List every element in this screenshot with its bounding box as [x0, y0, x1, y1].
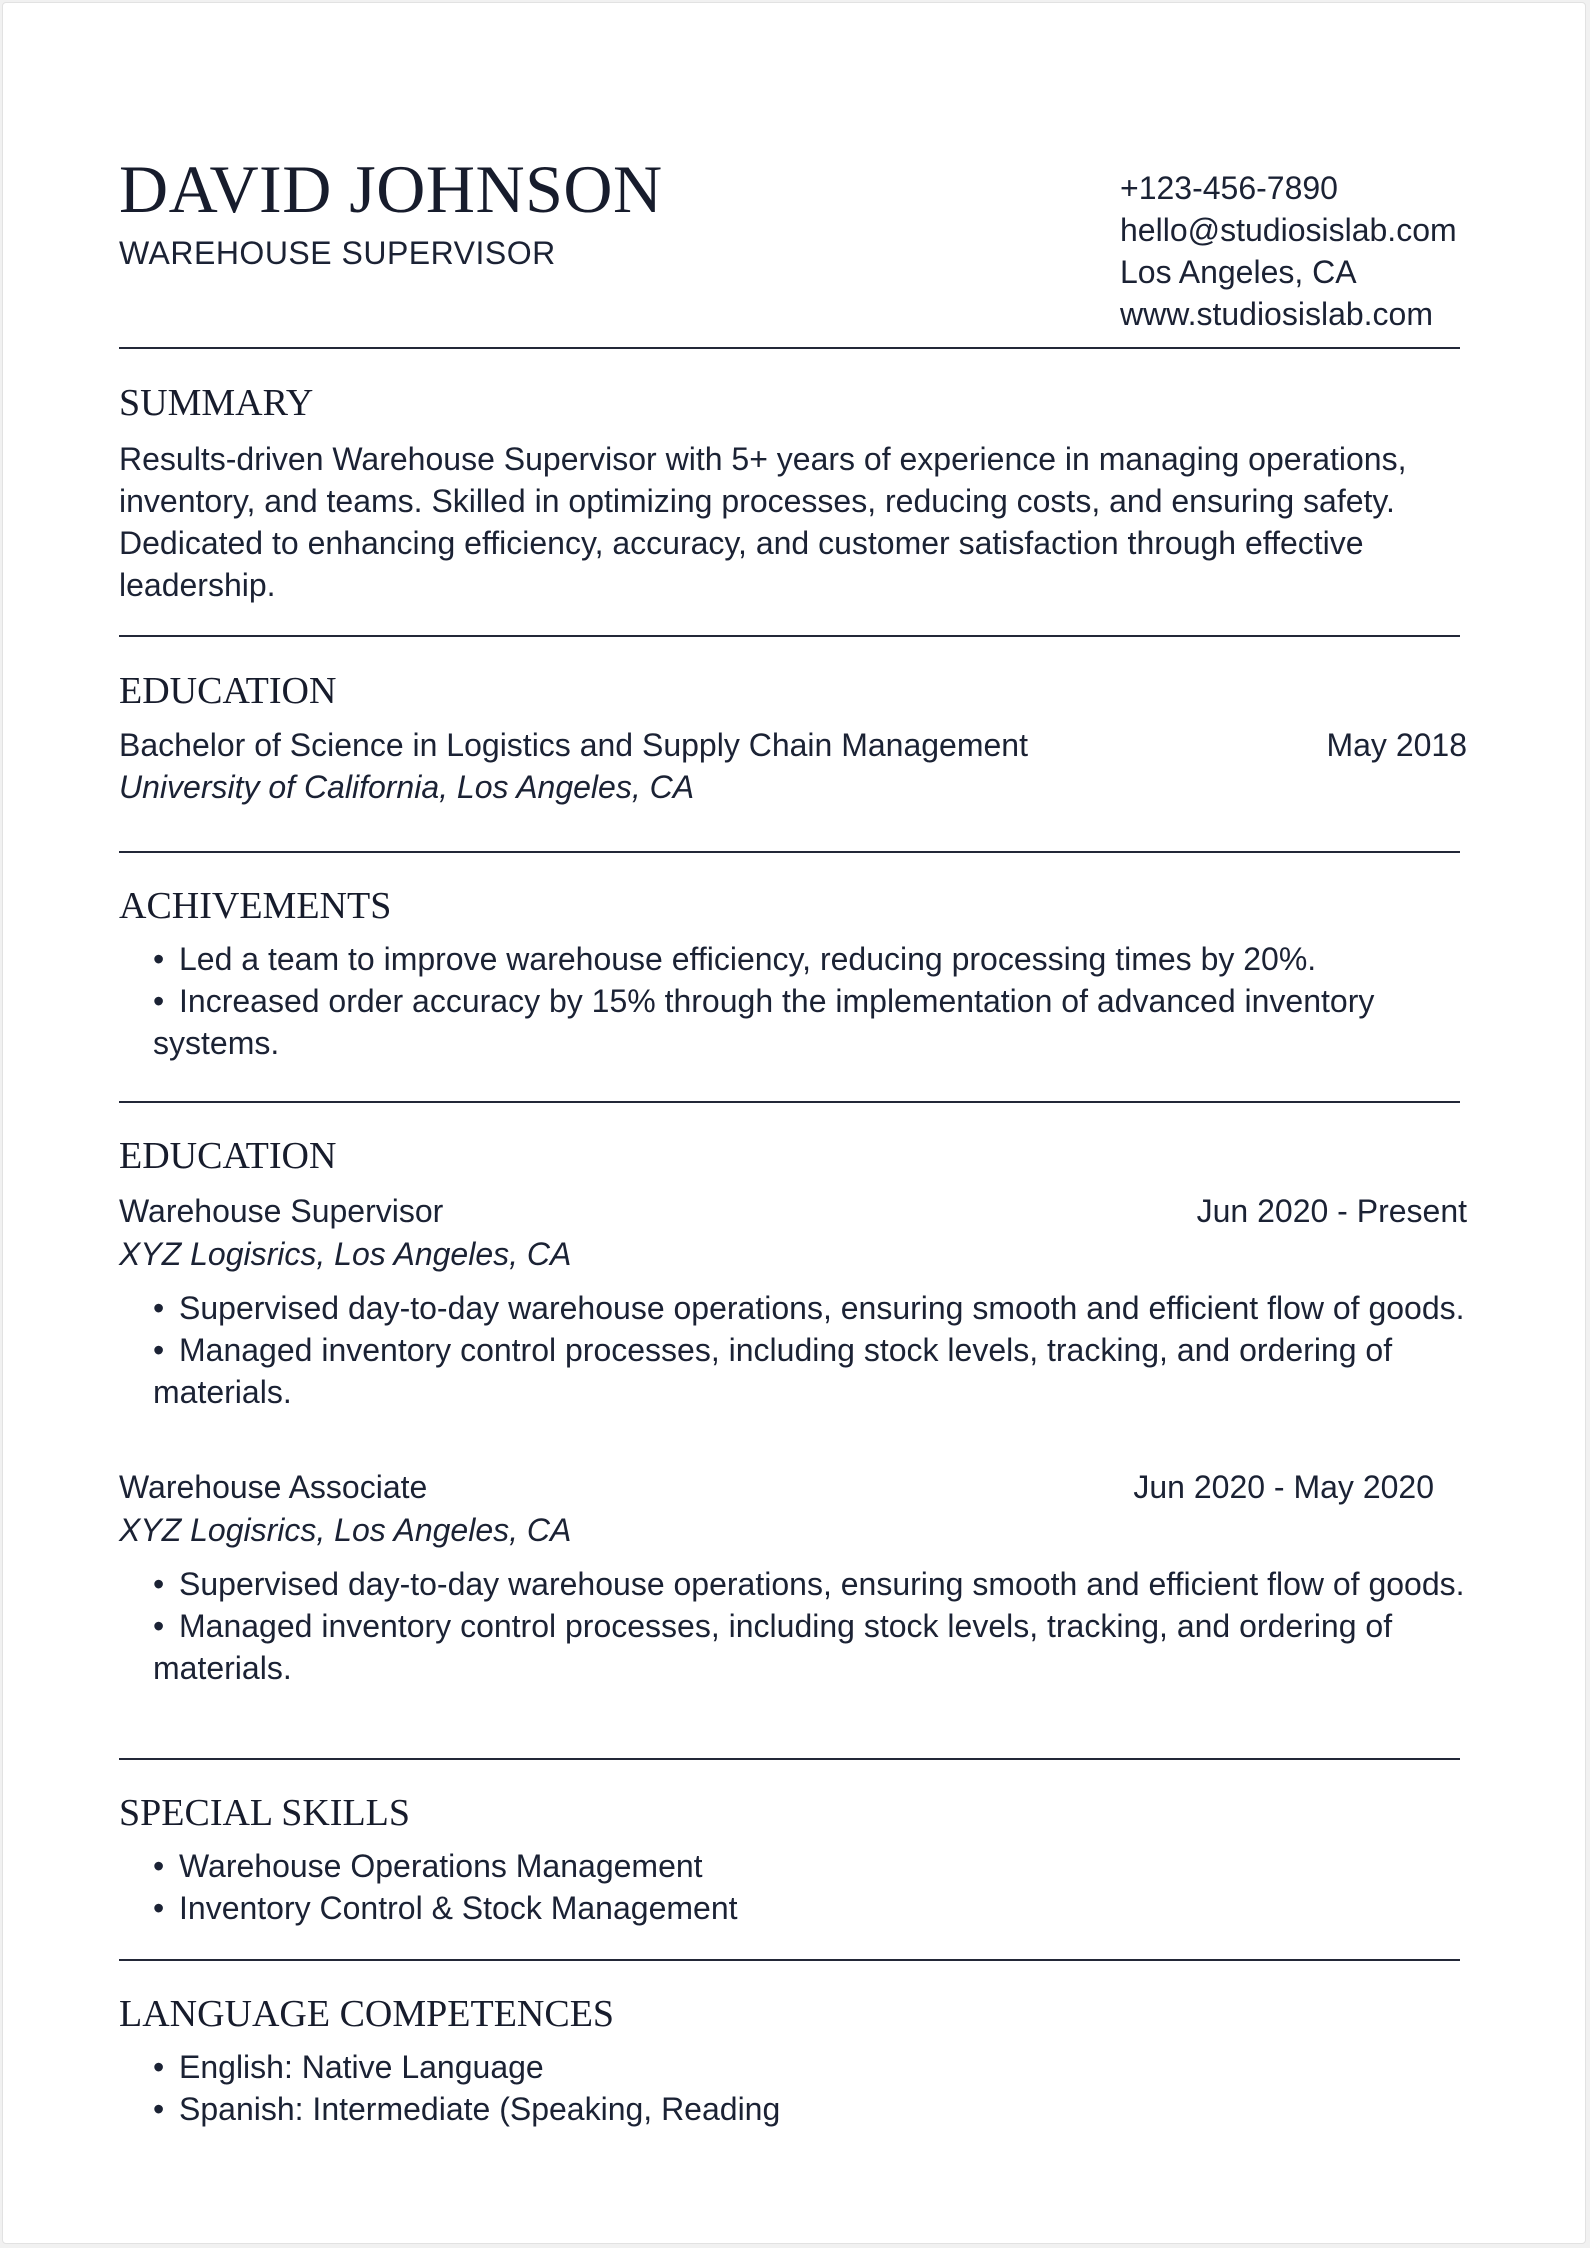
education-heading: EDUCATION: [119, 670, 337, 712]
section-divider: [119, 851, 1460, 853]
list-item: • English: Native Language: [153, 2046, 1473, 2088]
job-title: Warehouse Associate: [119, 1469, 428, 1505]
bullet-icon: •: [153, 2049, 165, 2085]
list-item: • Warehouse Operations Management: [153, 1845, 1473, 1887]
section-divider: [119, 1101, 1460, 1103]
bullet-icon: •: [153, 983, 165, 1019]
languages-heading: LANGUAGE COMPETENCES: [119, 1993, 615, 2035]
list-item: • Led a team to improve warehouse efficiency, reducing processing times by 20%.: [153, 938, 1473, 980]
job-dates: Jun 2020 - May 2020: [1133, 1469, 1434, 1505]
education-school: University of California, Los Angeles, CA: [119, 769, 695, 805]
skills-heading: SPECIAL SKILLS: [119, 1792, 411, 1834]
achievements-list: [153, 938, 1473, 1064]
job-dates: Jun 2020 - Present: [1196, 1193, 1467, 1229]
job-bullets: [153, 1287, 1473, 1413]
contact-website: www.studiosislab.com: [1120, 296, 1433, 332]
bullet-icon: •: [153, 1566, 165, 1602]
skills-list: [153, 1845, 1473, 1929]
resume-page: [2, 2, 1586, 2244]
list-item: • Supervised day-to-day warehouse operations, ensuring smooth and efficient flow of goods.: [153, 1563, 1473, 1605]
list-item: • Increased order accuracy by 15% through the implementation of advanced inventory systems.: [153, 980, 1473, 1064]
contact-block: [1120, 167, 1457, 335]
job-company: XYZ Logisrics, Los Angeles, CA: [119, 1512, 572, 1548]
list-item: • Managed inventory control processes, including stock levels, tracking, and ordering of materials.: [153, 1329, 1473, 1413]
education-degree: Bachelor of Science in Logistics and Supply Chain Management: [119, 727, 1028, 763]
bullet-icon: •: [153, 1332, 165, 1368]
job-company: XYZ Logisrics, Los Angeles, CA: [119, 1236, 572, 1272]
achievements-heading: ACHIVEMENTS: [119, 885, 392, 927]
list-item: • Spanish: Intermediate (Speaking, Reading: [153, 2088, 1473, 2130]
section-divider: [119, 1758, 1460, 1760]
job-bullets: [153, 1563, 1473, 1689]
candidate-name: DAVID JOHNSON: [119, 151, 663, 227]
experience-heading: EDUCATION: [119, 1135, 337, 1177]
candidate-title: WAREHOUSE SUPERVISOR: [119, 235, 556, 271]
bullet-icon: •: [153, 1290, 165, 1326]
summary-heading: SUMMARY: [119, 382, 314, 424]
list-item: • Managed inventory control processes, including stock levels, tracking, and ordering of materials.: [153, 1605, 1473, 1689]
contact-phone: +123-456-7890: [1120, 170, 1338, 206]
bullet-icon: •: [153, 1608, 165, 1644]
bullet-icon: •: [153, 1890, 165, 1926]
job-title: Warehouse Supervisor: [119, 1193, 444, 1229]
section-divider: [119, 347, 1460, 349]
education-date: May 2018: [1326, 727, 1467, 763]
bullet-icon: •: [153, 1848, 165, 1884]
contact-location: Los Angeles, CA: [1120, 254, 1357, 290]
languages-list: [153, 2046, 1473, 2130]
bullet-icon: •: [153, 2091, 165, 2127]
contact-email: hello@studiosislab.com: [1120, 212, 1457, 248]
section-divider: [119, 1959, 1460, 1961]
bullet-icon: •: [153, 941, 165, 977]
section-divider: [119, 635, 1460, 637]
list-item: • Inventory Control & Stock Management: [153, 1887, 1473, 1929]
list-item: • Supervised day-to-day warehouse operations, ensuring smooth and efficient flow of goods.: [153, 1287, 1473, 1329]
summary-text: Results-driven Warehouse Supervisor with 5+ years of experience in managing operations, inventory, and teams. Skilled in optimizing processes, reducing costs, and ensuring safety. Dedicated to enhancing efficiency, accuracy, and customer satisfaction through effective leadership.: [119, 441, 1407, 603]
